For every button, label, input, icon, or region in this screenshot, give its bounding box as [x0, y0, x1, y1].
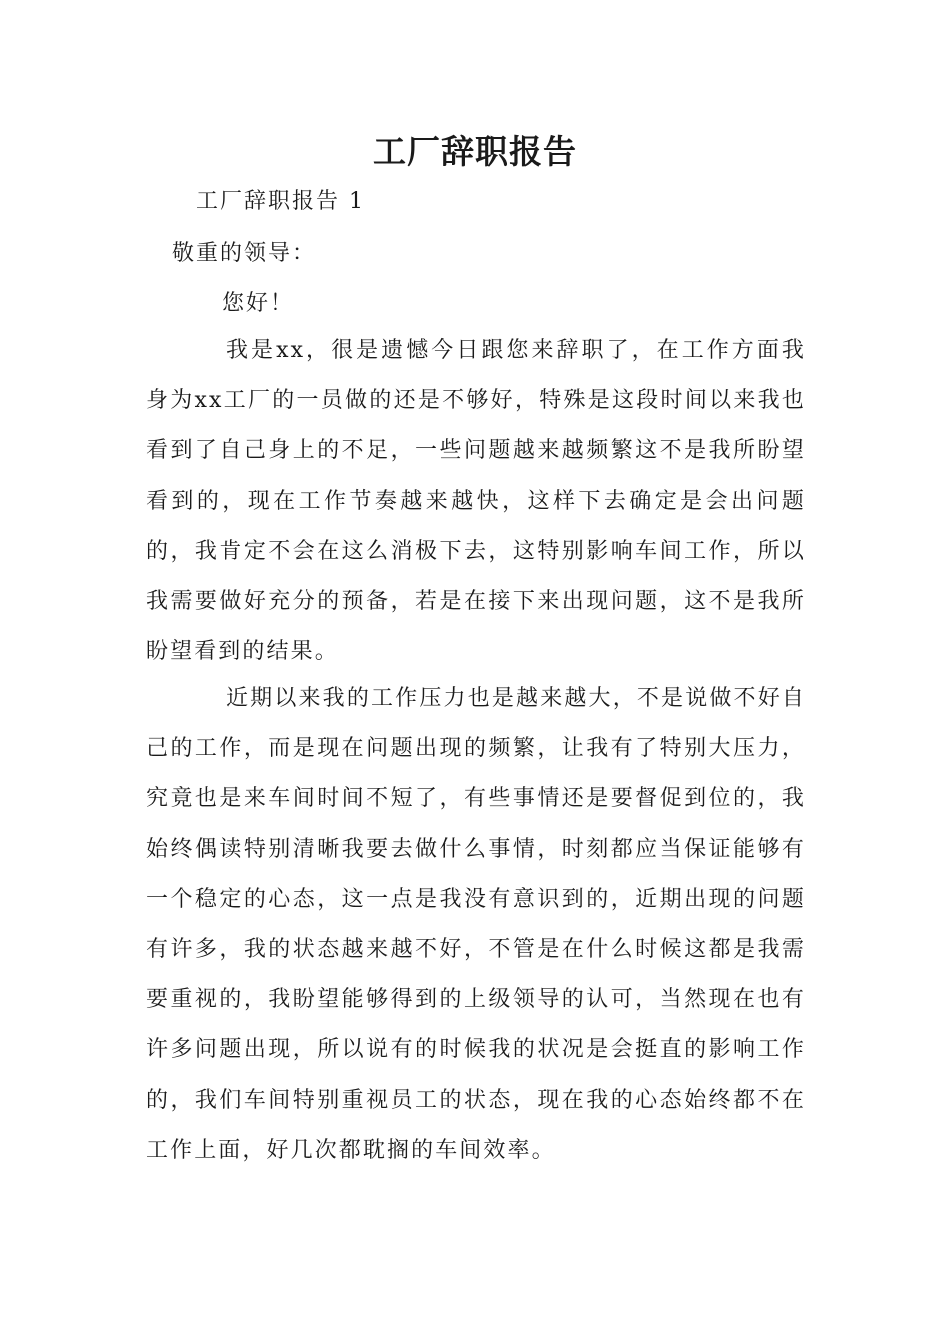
- document-title: 工厂辞职报告: [373, 132, 577, 171]
- salutation: 敬重的领导：: [172, 241, 317, 266]
- document-subtitle: 工厂辞职报告 1: [196, 189, 365, 214]
- body-paragraph: 近期以来我的工作压力也是越来越大，不是说做不好自己的工作，而是现在问题出现的频繁，让我有了特别大压力，究竟也是来车间时间不短了，有些事情还是要督促到位的，我始终偶读特别清晰我要去做什么事情，时刻都应当保证能够有一个稳定的心态，这一点是我没有意识到的，近期出现的问题有许多，我的状态越来越不好，不管是在什么时候这都是我需要重视的，我盼望能够得到的上级领导的认可，当然现在也有许多问题出现，所以说有的时候我的状况是会挺直的影响工作的，我们车间特别重视员工的状态，现在我的心态始终都不在工作上面，好几次都耽搁的车间效率。: [146, 686, 806, 1163]
- greeting: 您好！: [222, 291, 295, 316]
- body-paragraph: 我是xx，很是遗憾今日跟您来辞职了，在工作方面我身为xx工厂的一员做的还是不够好，特殊是这段时间以来我也看到了自己身上的不足，一些问题越来越频繁这不是我所盼望看到的，现在工作节奏越来越快，这样下去确定是会出问题的，我肯定不会在这么消极下去，这特别影响车间工作，所以我需要做好充分的预备，若是在接下来出现问题，这不是我所盼望看到的结果。: [146, 338, 806, 665]
